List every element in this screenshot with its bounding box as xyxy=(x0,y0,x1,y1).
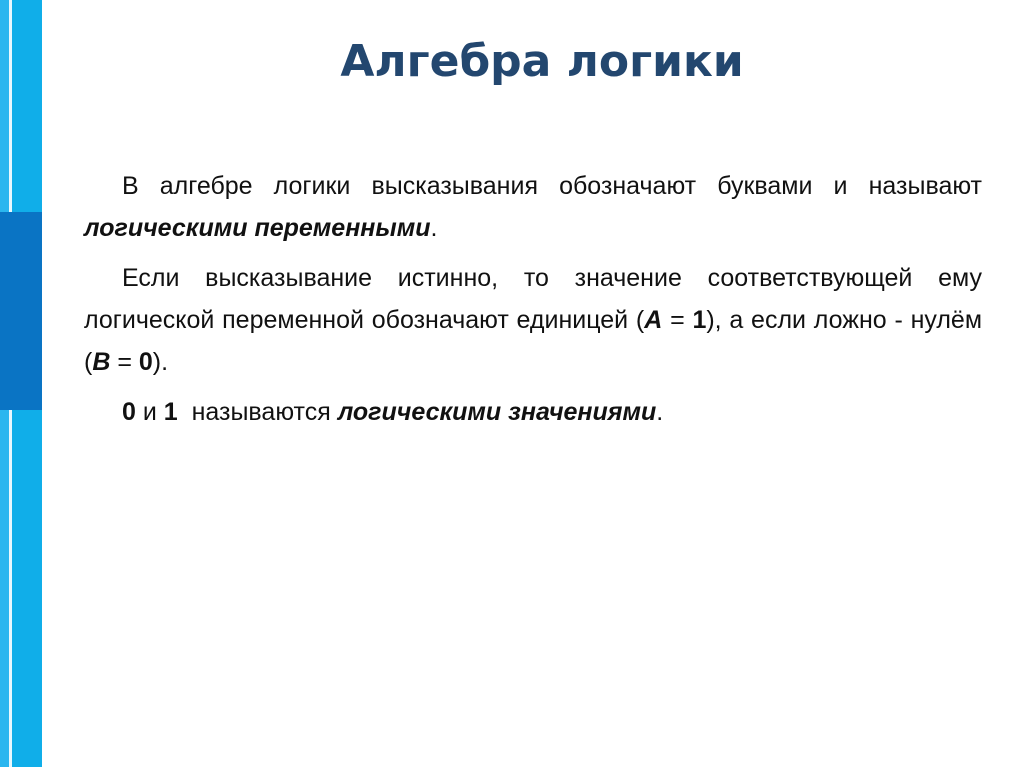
side-band-dark xyxy=(0,212,42,410)
term-logical-variables: логическими переменными xyxy=(84,214,431,242)
value-one: 1 xyxy=(163,398,178,426)
paragraph-text: . xyxy=(430,214,438,242)
equals-sign: = xyxy=(110,348,139,376)
paragraph-text: В алгебре логики высказывания обозначают буквами и называют xyxy=(122,172,982,200)
slide-body xyxy=(84,165,982,441)
paragraph-definition xyxy=(84,165,982,249)
paragraph-values xyxy=(84,257,982,383)
slide-title: Алгебра логики xyxy=(340,36,744,87)
paragraph-text: ). xyxy=(152,348,169,376)
variable-a: A xyxy=(644,306,663,334)
value-zero: 0 xyxy=(138,348,153,376)
paragraph-text: называются xyxy=(177,398,338,426)
paragraph-text: Если высказывание истинно, то значение соответствующей ему логической переменной обозначают единицей ( xyxy=(84,264,982,334)
paragraph-text: . xyxy=(656,398,664,426)
paragraph-text: ), а если ложно - нулём ( xyxy=(84,306,983,376)
term-logical-values: логическими значениями xyxy=(337,398,657,426)
variable-b: B xyxy=(92,348,111,376)
side-decor-bar xyxy=(0,0,42,767)
value-zero: 0 xyxy=(122,398,136,426)
paragraph-text: и xyxy=(135,398,164,426)
equals-sign: = xyxy=(662,306,693,334)
paragraph-logical-values xyxy=(84,391,982,433)
value-one: 1 xyxy=(692,306,707,334)
